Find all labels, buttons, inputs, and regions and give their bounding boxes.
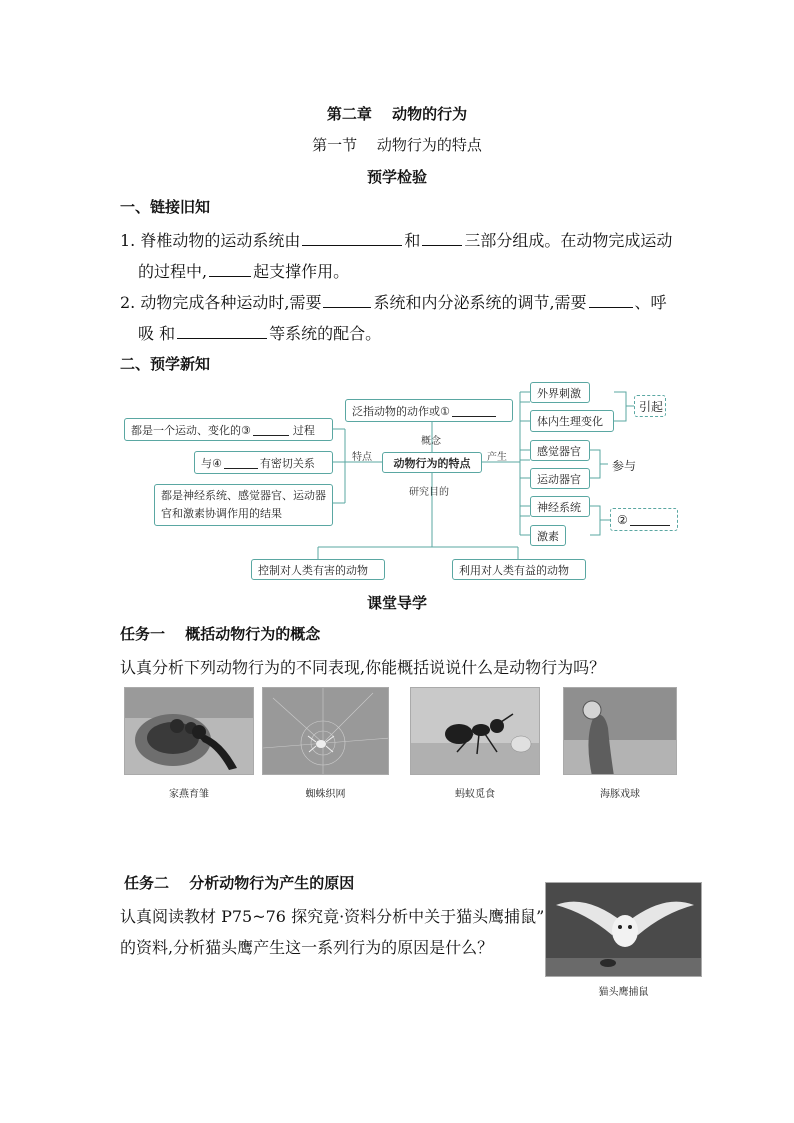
q1-number: 1.	[120, 231, 136, 250]
task2-question-line-1: 认真阅读教材 P75~76 探究竟·资料分析中关于猫头鹰捕鼠”	[120, 907, 545, 926]
node-nervous-system: 神经系统	[530, 496, 590, 517]
q2-text-e: 等系统的配合。	[269, 324, 382, 343]
feature-box-2	[194, 451, 333, 474]
mindmap-blank-2[interactable]	[630, 514, 670, 526]
q1-text-a: 脊椎动物的运动系统由	[140, 231, 301, 250]
note-blank-2-label: ②	[617, 512, 628, 527]
feature-blank-3[interactable]	[253, 424, 289, 436]
task2-question-line-2: 的资料,分析猫头鹰产生这一系列行为的原因是什么？	[120, 938, 494, 957]
label-feature: 特点	[352, 452, 372, 463]
q1-text-b: 和	[404, 231, 421, 250]
purpose-use: 利用对人类有益的动物	[452, 559, 586, 580]
feature-blank-4[interactable]	[224, 457, 258, 469]
q1-text-d: 的过程中,	[138, 262, 208, 281]
q2-text-b: 系统和内分泌系统的调节,需要	[373, 293, 587, 312]
chapter-title: 第二章 动物的行为	[326, 105, 468, 123]
swallow-image	[124, 687, 254, 775]
q2-number: 2.	[120, 293, 136, 312]
part-title-preview: 预学检验	[366, 168, 427, 186]
caption-owl: 猫头鹰捕鼠	[598, 987, 649, 998]
heading-preview-new: 二、预学新知	[120, 355, 211, 373]
q1-text-c: 三部分组成。在动物完成运动	[464, 231, 673, 250]
q2-text-a: 动物完成各种运动时,需要	[140, 293, 322, 312]
concept-box	[345, 399, 513, 422]
note-participate: 参与	[612, 459, 637, 473]
label-concept: 概念	[421, 436, 441, 447]
caption-ant: 蚂蚁觅食	[455, 789, 495, 800]
feature2-text-b: 有密切关系	[259, 456, 315, 470]
feature1-text-b: 过程	[292, 423, 315, 437]
heading-link-old: 一、链接旧知	[120, 198, 211, 216]
caption-dolphin: 海豚戏球	[600, 789, 640, 800]
task1-question: 认真分析下列动物行为的不同表现,你能概括说说什么是动物行为吗？	[120, 658, 606, 677]
label-purpose: 研究目的	[409, 487, 449, 498]
part-title-classroom: 课堂导学	[366, 594, 427, 612]
note-cause: 引起	[634, 395, 666, 417]
concept-blank-1[interactable]	[452, 405, 496, 417]
caption-swallow: 家燕育雏	[169, 789, 209, 800]
node-hormone: 激素	[530, 525, 566, 546]
q2-text-d: 吸 和	[138, 324, 176, 343]
feature2-text-a: 与④	[201, 456, 222, 470]
node-external-stimulus: 外界刺激	[530, 382, 590, 403]
caption-spider: 蜘蛛织网	[305, 789, 346, 800]
task1-title: 任务一 概括动物行为的概念	[120, 625, 321, 643]
feature1-text-a: 都是一个运动、变化的③	[131, 423, 251, 437]
spider-image	[262, 687, 389, 775]
node-internal-change: 体内生理变化	[530, 410, 614, 432]
node-motor-organ: 运动器官	[530, 468, 590, 489]
dolphin-image	[563, 687, 677, 775]
feature-box-1	[124, 418, 333, 441]
q1-text-e: 起支撑作用。	[253, 262, 350, 281]
mindmap-center-node: 动物行为的特点	[382, 452, 482, 473]
label-produce: 产生	[487, 452, 507, 463]
note-blank-2-box	[610, 508, 678, 531]
node-sense-organ: 感觉器官	[530, 440, 590, 461]
q2-text-c: 、呼	[634, 293, 667, 312]
feature-box-3: 都是神经系统、感觉器官、运动器官和激素协调作用的结果	[154, 484, 333, 526]
section-title: 第一节 动物行为的特点	[312, 136, 482, 154]
purpose-control: 控制对人类有害的动物	[251, 559, 385, 580]
task2-title: 任务二 分析动物行为产生的原因	[124, 874, 355, 892]
owl-image	[545, 882, 702, 977]
ant-image	[410, 687, 540, 775]
concept-text: 泛指动物的动作或①	[352, 404, 450, 418]
